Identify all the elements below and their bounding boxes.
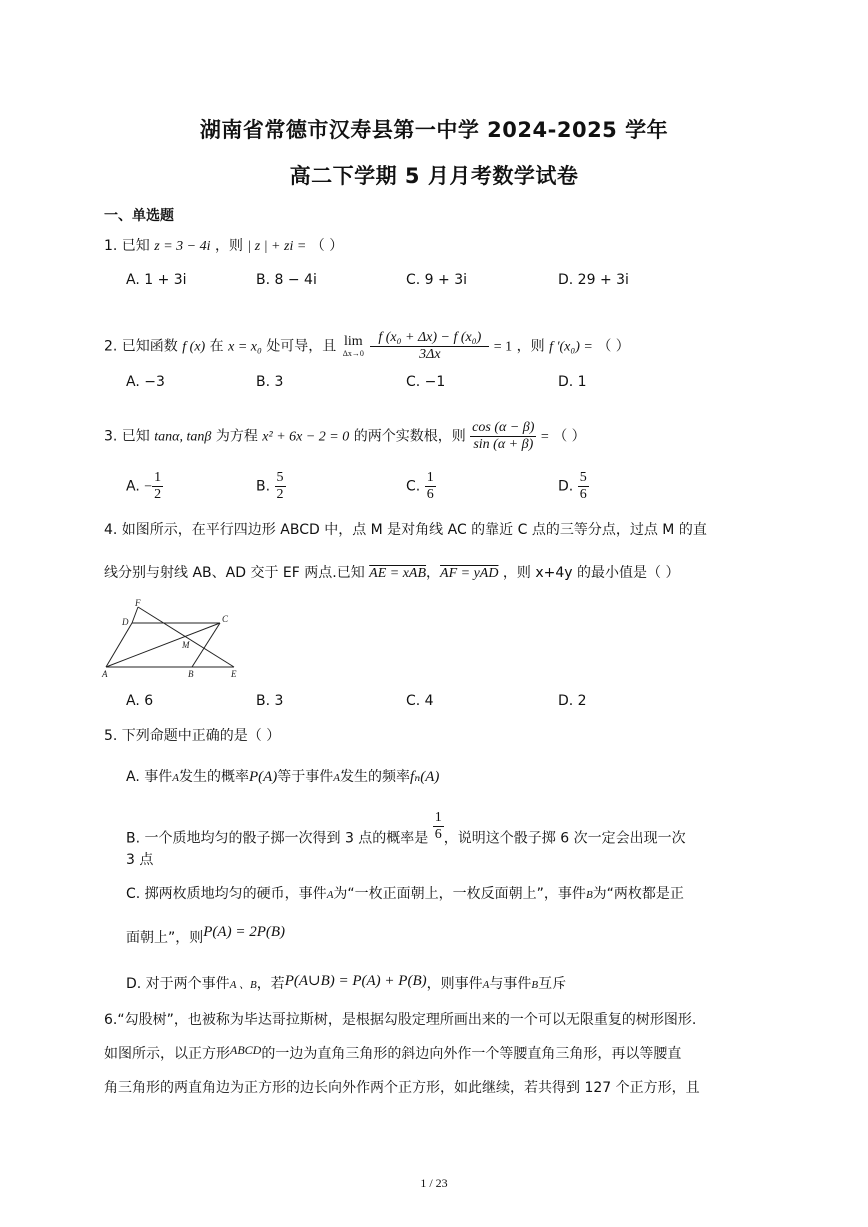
q2-lim-sub: Δx→0	[342, 349, 364, 358]
q1-option-a: A. 1 + 3i	[126, 272, 187, 288]
q2-denominator: 3Δx	[419, 347, 441, 362]
q3-option-b	[256, 470, 286, 503]
label-b: B	[188, 669, 194, 679]
q2-option-d: D. 1	[558, 374, 587, 390]
q5-d-event-a: A	[482, 979, 490, 991]
label-e: E	[231, 669, 237, 679]
q3-option-c	[406, 470, 436, 503]
q1-paren: （ ）	[310, 238, 344, 254]
exam-title-line2: 高二下学期 5 月月考数学试卷	[289, 164, 579, 188]
section-heading: 一、单选题	[104, 208, 174, 224]
q3-opt-b-den: 2	[276, 487, 284, 502]
q5-a-text4: 发生的频率	[340, 769, 411, 785]
q5-d-event-b: B	[531, 979, 539, 991]
label-f: F	[135, 598, 141, 608]
q3-text-c: 的两个实数根，则	[353, 428, 466, 445]
q3-numerator: cos (α − β)	[472, 420, 535, 435]
q5-c-prob: P(A) = 2P(B)	[203, 924, 286, 940]
q5-c-text4: 面朝上”，则	[126, 930, 204, 946]
label-m: M	[182, 640, 190, 650]
label-c: C	[222, 614, 229, 624]
q3-opt-a-num: 1	[154, 470, 162, 485]
q4-line2-text: 线分别与射线 AB、AD 交于 EF 两点.已知	[104, 565, 365, 581]
q5-a-text3: 等于事件	[277, 769, 334, 785]
q3-opt-a-sign: −	[144, 479, 153, 495]
q3-option-d	[558, 470, 589, 503]
question-5-stem: 5. 下列命题中正确的是（ ）	[104, 728, 281, 744]
q5-c-event-b: B	[585, 889, 593, 901]
q3-tans: tanα, tanβ	[154, 429, 212, 445]
q3-eq: =	[540, 429, 549, 445]
line-fe	[138, 607, 234, 667]
q5-d-text4: 与事件	[489, 976, 532, 992]
q2-x: x = x₀	[228, 339, 262, 355]
q2-f: f (x)	[182, 339, 206, 355]
q2-fp: f ′(x₀) =	[549, 339, 593, 355]
q1-option-b: B. 8 − 4i	[256, 272, 317, 288]
q6-line2-end: 的一边为直角三角形的斜边向外作一个等腰直角三角形，再以等腰直	[261, 1046, 682, 1062]
q2-option-c: C. −1	[406, 374, 446, 390]
q3-opt-d-label: D.	[558, 478, 574, 495]
q4-option-c: C. 4	[406, 693, 434, 709]
q5-c-event-a: A	[326, 889, 334, 901]
question-6-line2	[104, 1044, 681, 1064]
q5-b-num: 1	[434, 810, 442, 825]
q3-opt-c-label: C.	[406, 478, 421, 495]
edge-ad	[106, 623, 132, 667]
q1-text-b: ，则	[214, 238, 243, 254]
question-1	[104, 236, 343, 257]
q2-lim-word: lim	[344, 334, 363, 349]
q5-b-text1: B. 一个质地均匀的骰子掷一次得到 3 点的概率是	[126, 830, 429, 847]
question-4-line2	[104, 563, 679, 584]
exam-title-line1: 湖南省常德市汉寿县第一中学 2024-2025 学年	[199, 118, 669, 142]
q2-fraction	[370, 330, 489, 363]
q5-b-text2: ，说明这个骰子掷 6 次一定会出现一次	[443, 830, 686, 847]
q5-d-text2: ，若	[256, 976, 285, 992]
q2-text-b: 在	[209, 338, 224, 355]
q3-opt-c-den: 6	[426, 487, 434, 502]
q3-opt-c-num: 1	[426, 470, 434, 485]
q5-a-text2: 发生的概率	[178, 769, 249, 785]
q3-equation: x² + 6x − 2 = 0	[262, 429, 350, 445]
q2-lim	[343, 335, 364, 358]
q5-c-text1: C. 掷两枚质地均匀的硬币，事件	[126, 886, 327, 902]
q5-a-event: A	[172, 772, 179, 784]
q4-option-a: A. 6	[126, 693, 154, 709]
q5-option-c	[126, 884, 684, 905]
question-6-line1: 6.“勾股树”，也被称为毕达哥拉斯树，是根据勾股定理所画出来的一个可以无限重复的树形图形.	[104, 1012, 697, 1028]
question-4-line1: 4. 如图所示，在平行四边形 ABCD 中，点 M 是对角线 AC 的靠近 C 点的三等分点，过点 M 的直	[104, 522, 707, 538]
q2-text-d: ，则	[516, 338, 545, 355]
edge-df	[132, 607, 138, 623]
q2-paren: （ ）	[597, 338, 630, 355]
q1-option-c: C. 9 + 3i	[406, 272, 468, 288]
q4-option-b: B. 3	[256, 693, 284, 709]
q3-fraction	[470, 420, 536, 453]
q1-expr2: | z | + zi =	[247, 239, 307, 254]
question-3	[104, 420, 586, 453]
q5-d-text1: D. 对于两个事件	[126, 976, 230, 992]
edge-cb	[192, 623, 220, 667]
q1-text: 1. 已知	[104, 238, 150, 254]
q5-c-text3: 为“两枚都是正	[592, 886, 684, 902]
q5-d-text5: 互斥	[538, 976, 567, 992]
diagonal-ac	[106, 623, 220, 667]
q5-a-text1: A. 事件	[126, 769, 173, 785]
q5-d-prob: P(A∪B) = P(A) + P(B)	[284, 973, 427, 989]
q3-denominator: sin (α + β)	[473, 437, 534, 452]
q5-b-den: 6	[434, 827, 442, 842]
q4-vector-af: AF = yAD	[440, 566, 499, 581]
q3-opt-b-num: 5	[276, 470, 284, 485]
q2-option-a: A. −3	[126, 374, 165, 390]
q5-a-prob: P(A)	[248, 769, 278, 785]
q3-opt-a-label: A.	[126, 478, 140, 495]
q5-option-d	[126, 974, 566, 995]
q4-line2-end: ，则 x+4y 的最小值是（ ）	[502, 565, 680, 581]
q2-option-b: B. 3	[256, 374, 284, 390]
q3-text-b: 为方程	[215, 428, 258, 445]
q2-eq: = 1	[493, 339, 513, 355]
q3-paren: （ ）	[553, 428, 586, 445]
label-d: D	[122, 617, 129, 627]
q5-d-text3: ，则事件	[426, 976, 483, 992]
q5-a-event2: A	[333, 772, 341, 784]
q4-vector-ae: AE = xAB	[369, 566, 427, 581]
q2-numerator: f (x₀ + Δx) − f (x₀)	[370, 330, 489, 347]
q5-option-c-cont	[126, 924, 286, 948]
q5-option-b	[126, 810, 686, 855]
q1-expr: z = 3 − 4i	[154, 239, 211, 254]
q3-opt-b-label: B.	[256, 478, 271, 495]
q3-opt-a-den: 2	[154, 487, 162, 502]
question-2	[104, 330, 630, 363]
q3-option-a	[126, 470, 163, 503]
q5-d-events: A 、B	[229, 979, 257, 991]
q5-c-text2: 为“一枚正面朝上，一枚反面朝上”，事件	[333, 886, 586, 902]
label-a: A	[102, 669, 108, 679]
q5-option-a	[126, 767, 439, 788]
q3-opt-d-num: 5	[579, 470, 587, 485]
q3-text: 3. 已知	[104, 428, 150, 445]
q5-a-freq: fₙ(A)	[410, 769, 440, 785]
question-6-line3: 角三角形的两直角边为正方形的边长向外作两个正方形，如此继续，若共得到 127 个正方形，且	[104, 1080, 700, 1096]
q5-option-b-cont: 3 点	[126, 852, 154, 868]
q4-option-d: D. 2	[558, 693, 587, 709]
q3-opt-d-den: 6	[579, 487, 587, 502]
q1-option-d: D. 29 + 3i	[558, 272, 629, 288]
q6-line2-text: 如图所示，以正方形	[104, 1046, 230, 1062]
page-number: 1 / 23	[420, 1176, 448, 1190]
q2-text-c: 处可导，且	[266, 338, 337, 355]
parallelogram-figure	[98, 598, 248, 683]
q4-sep: ，	[426, 565, 441, 581]
q2-text: 2. 已知函数	[104, 338, 178, 355]
q6-square-name: ABCD	[230, 1043, 262, 1057]
